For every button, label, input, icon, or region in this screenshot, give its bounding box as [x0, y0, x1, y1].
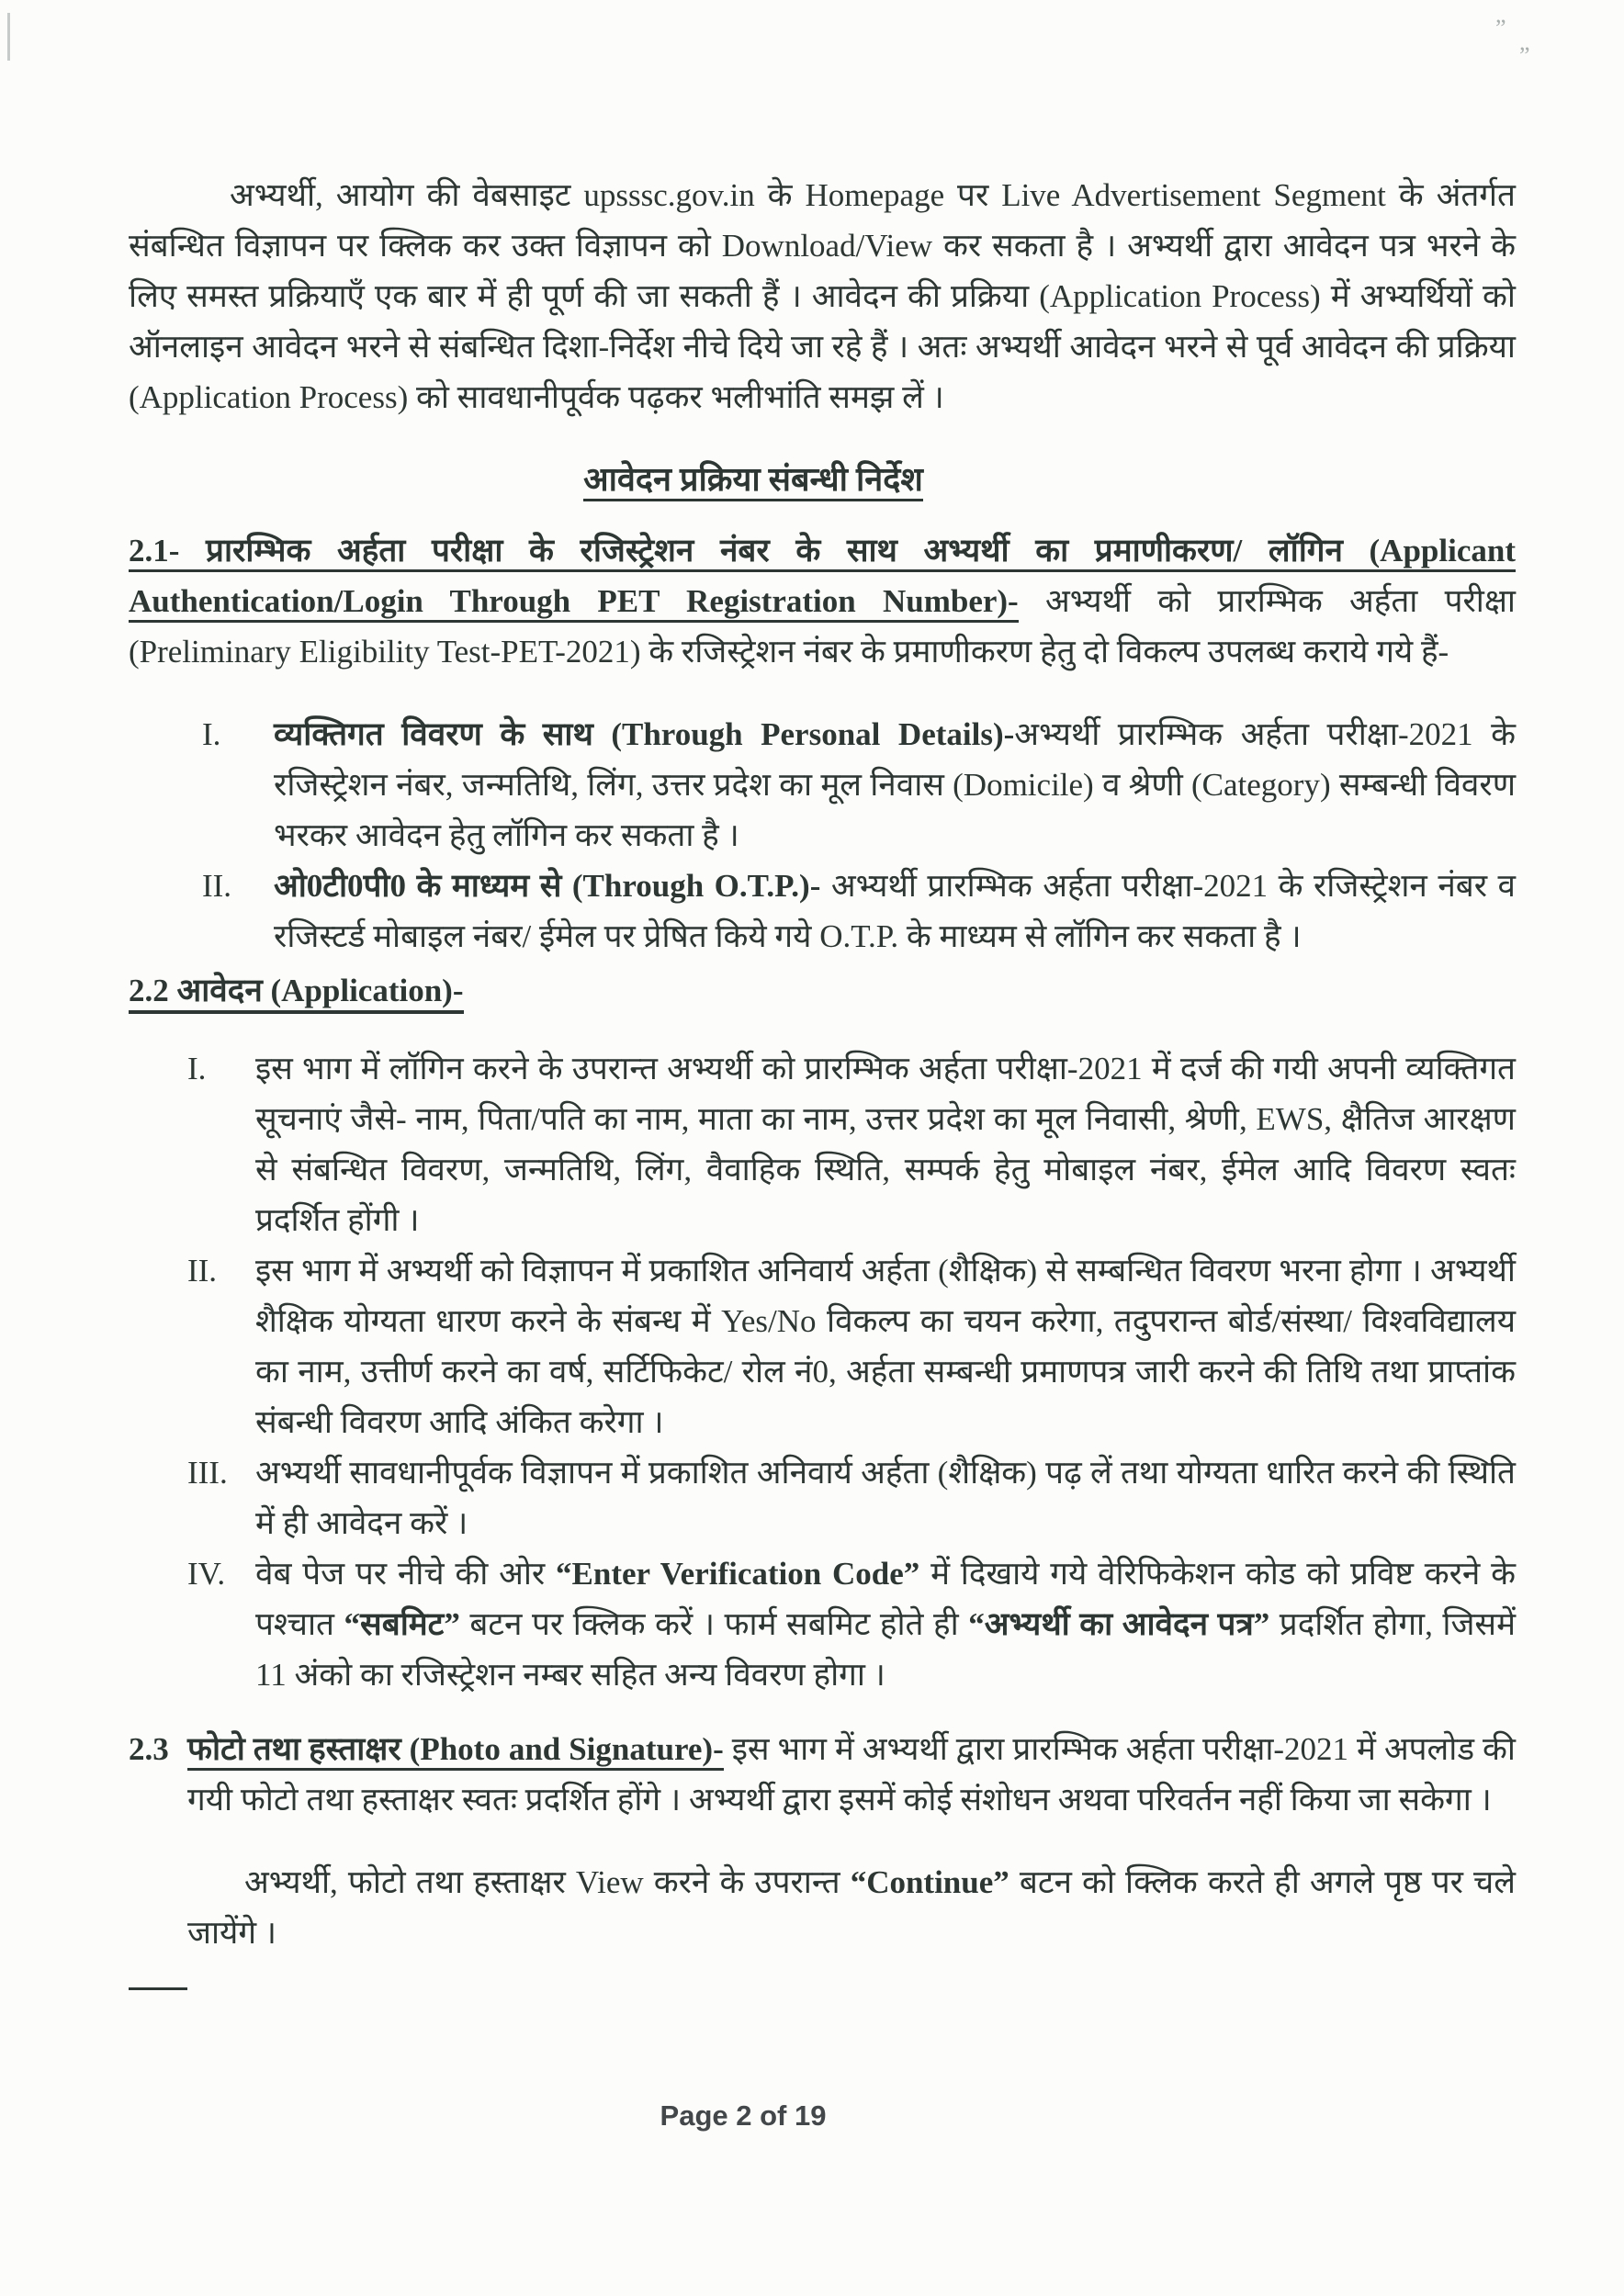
list-item-lead: ओ0टी0पी0 के माध्यम से (Through O.T.P.)- [274, 868, 821, 904]
list-item-lead: व्यक्तिगत विवरण के साथ (Through Personal Details)- [274, 716, 1015, 752]
text-segment: View [575, 1864, 644, 1900]
text-segment: (Application Process) [1039, 278, 1321, 314]
section-2-1-title-english: (Applicant Authentication/Login Through PET Registration Number)- [129, 533, 1516, 623]
page-number-text: Page 2 of 19 [660, 2099, 827, 2132]
list-item [187, 1043, 1516, 1245]
text-segment: इस भाग में अभ्यर्थी द्वारा प्रारम्भिक अर्हता परीक्षा-2021 में अपलोड की गयी फोटो तथा हस्ताक्षर स्वतः प्रदर्शित होंगे । अभ्यर्थी द्वारा इसमें कोई संशोधन अथवा परिवर्तन नहीं किया जा सकेगा । [187, 1731, 1516, 1818]
website-url-text: upsssc.gov.in [583, 177, 755, 213]
roman-numeral: II. [187, 1253, 218, 1289]
main-heading-text: आवेदन प्रक्रिया संबन्धी निर्देश [583, 461, 923, 501]
text-segment: (Application Process) [129, 379, 409, 415]
list-item [202, 709, 1516, 861]
verification-code-label-text: “Enter Verification Code” [556, 1556, 920, 1592]
roman-numeral: III. [187, 1455, 228, 1491]
section-2-2-title: 2.2 आवेदन (Application)- [129, 973, 464, 1014]
text-segment: अभ्यर्थी, फोटो तथा हस्ताक्षर [244, 1864, 576, 1900]
list-item-body [274, 861, 1516, 962]
application-form-label-text: “अभ्यर्थी का आवेदन पत्र” [968, 1606, 1270, 1642]
text-segment: पर [944, 177, 1002, 213]
text-segment: बटन पर क्लिक करें । फार्म सबमिट होते ही [459, 1606, 969, 1642]
list-item-body [255, 1447, 1516, 1548]
roman-numeral: IV. [187, 1556, 226, 1592]
text-segment: अभ्यर्थी प्रारम्भिक अर्हता परीक्षा-2021 के रजिस्ट्रेशन नंबर, जन्मतिथि, लिंग, उत्तर प्रदेश का मूल निवास (Domicile) व श्रेणी (Category) सम्बन्धी विवरण भरकर आवेदन हेतु लॉगिन कर सकता है । [274, 716, 1516, 853]
list-item [202, 861, 1516, 962]
text-segment: वेब पेज पर नीचे की ओर [255, 1556, 557, 1592]
text-segment: में दिखाये गये वेरिफिकेशन कोड को प्रविष्ट करने के पश्चात [255, 1556, 1516, 1642]
text-segment: इस भाग में लॉगिन करने के उपरान्त अभ्यर्थी को प्रारम्भिक अर्हता परीक्षा-2021 में दर्ज की गयी अपनी व्यक्तिगत सूचनाएं जैसे- नाम, पिता/पति का नाम, माता का नाम, उत्तर प्रदेश का मूल निवासी, श्रेणी, EWS, क्षैतिज आरक्षण से संबन्धित विवरण, जन्मतिथि, लिंग, वैवाहिक स्थिति, सम्पर्क हेतु मोबाइल नंबर, ईमेल आदि विवरण स्वतः प्रदर्शित होंगी । [255, 1051, 1516, 1238]
scan-artifact-edge-line [7, 13, 10, 61]
text-segment: के अंतर्गत संबन्धित विज्ञापन पर क्लिक कर उक्त विज्ञापन को [129, 177, 1516, 264]
text-segment: को सावधानीपूर्वक पढ़कर भलीभांति समझ लें । [408, 379, 944, 415]
text-segment: Download/View [721, 228, 933, 264]
roman-numeral: II. [202, 868, 232, 904]
text-segment: के रजिस्ट्रेशन नंबर के प्रमाणीकरण हेतु दो विकल्प उपलब्ध कराये गये हैं- [640, 634, 1449, 670]
roman-numeral: I. [202, 716, 221, 752]
list-item-body [274, 709, 1516, 861]
scan-artifact-mark: ” [1519, 42, 1530, 69]
text-segment: अभ्यर्थी प्रारम्भिक अर्हता परीक्षा-2021 के रजिस्ट्रेशन नंबर व रजिस्टर्ड मोबाइल नंबर/ ईमेल पर प्रेषित किये गये O.T.P. के माध्यम से लॉगिन कर सकता है । [274, 868, 1516, 954]
intro-paragraph [129, 170, 1516, 422]
text-segment: Live Advertisement Segment [1001, 177, 1386, 213]
list-item-body [255, 1043, 1516, 1245]
page-footer [0, 2099, 1624, 2133]
scan-artifact-mark: ” [1495, 15, 1506, 41]
text-segment: अभ्यर्थी सावधानीपूर्वक विज्ञापन में प्रकाशित अनिवार्य अर्हता (शैक्षिक) पढ़ लें तथा योग्यता धारित करने की स्थिति में ही आवेदन करें । [255, 1455, 1516, 1541]
list-2-1 [202, 709, 1516, 962]
text-segment: प्रदर्शित होगा, जिसमें 11 अंको का रजिस्ट्रेशन नम्बर सहित अन्य विवरण होगा । [255, 1606, 1517, 1693]
section-2-3-body [187, 1724, 1516, 1990]
submit-button-label-text: “सबमिट” [344, 1606, 460, 1642]
roman-numeral: I. [187, 1051, 207, 1086]
list-2-2 [187, 1043, 1516, 1700]
section-2-3 [129, 1724, 1516, 1990]
text-segment: अभ्यर्थी को प्रारम्भिक अर्हता परीक्षा [1018, 583, 1516, 619]
list-item [187, 1245, 1516, 1447]
section-number: 2.3 [129, 1724, 187, 1990]
text-segment: कर सकता है । अभ्यर्थी द्वारा आवेदन पत्र भरने के लिए समस्त प्रक्रियाएँ एक बार में ही पूर्ण की जा सकती हैं । आवेदन की प्रक्रिया [129, 228, 1516, 314]
text-segment: करने के उपरान्त [643, 1864, 851, 1900]
page-content [129, 138, 1516, 1990]
section-2-3-title: फोटो तथा हस्ताक्षर (Photo and Signature)- [187, 1731, 724, 1771]
text-segment: बटन को क्लिक करते ही अगले पृष्ठ पर चले जायेंगे । [187, 1864, 1516, 1951]
closing-paragraph [187, 1857, 1516, 1958]
text-segment: में अभ्यर्थियों को ऑनलाइन आवेदन भरने से संबन्धित दिशा-निर्देश नीचे दिये जा रहे हैं । अतः अभ्यर्थी आवेदन भरने से पूर्व आवेदन की प्रक्रिया [129, 278, 1516, 365]
section-2-1-title: 2.1- प्रारम्भिक अर्हता परीक्षा के रजिस्ट्रेशन नंबर के साथ अभ्यर्थी का प्रमाणीकरण/ लॉगिन [129, 533, 1370, 572]
list-item [187, 1548, 1516, 1700]
text-segment: अभ्यर्थी, आयोग की वेबसाइट [230, 177, 584, 213]
text-segment: इस भाग में अभ्यर्थी को विज्ञापन में प्रकाशित अनिवार्य अर्हता (शैक्षिक) से सम्बन्धित विवरण भरना होगा । अभ्यर्थी शैक्षिक योग्यता धारण करने के संबन्ध में Yes/No विकल्प का चयन करेगा, तदुपरान्त बोर्ड/संस्था/ विश्वविद्यालय का नाम, उत्तीर्ण करने का वर्ष, सर्टिफिकेट/ रोल नं0, अर्हता सम्बन्धी प्रमाणपत्र जारी करने की तिथि तथा प्राप्तांक संबन्धी विवरण आदि अंकित करेगा । [255, 1253, 1516, 1440]
section-2-2-heading [129, 965, 1516, 1016]
list-item-body [255, 1245, 1516, 1447]
continue-button-label-text: “Continue” [850, 1864, 1009, 1900]
text-segment: के [754, 177, 806, 213]
list-item [187, 1447, 1516, 1548]
text-segment: Homepage [805, 177, 945, 213]
section-2-1-paragraph [129, 525, 1516, 677]
text-segment: (Preliminary Eligibility Test-PET-2021) [129, 634, 641, 670]
main-heading [129, 455, 1516, 505]
list-item-body [255, 1548, 1516, 1700]
